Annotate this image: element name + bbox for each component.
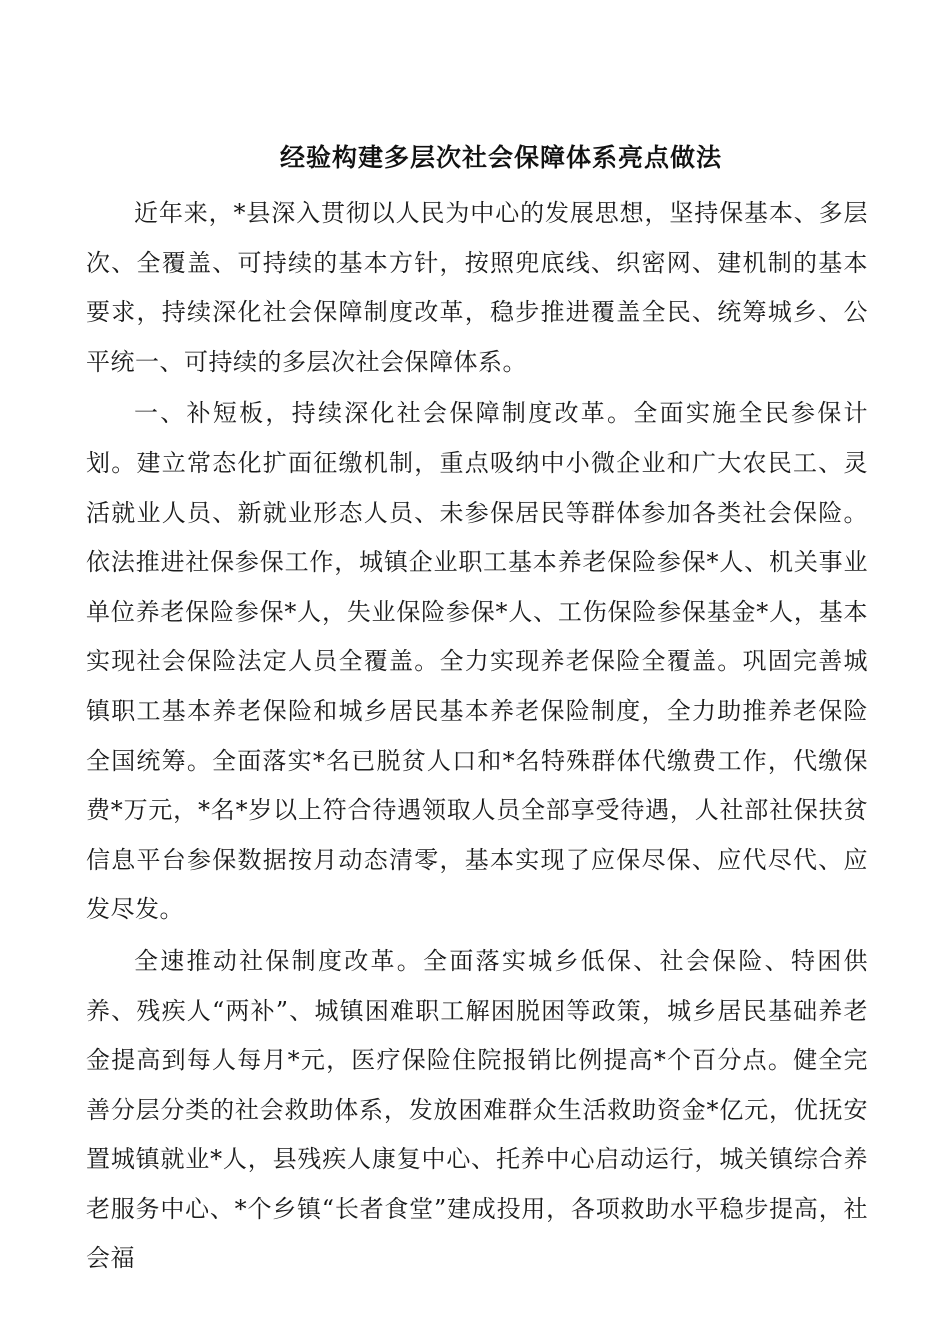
paragraph-reform: 全速推动社保制度改革。全面落实城乡低保、社会保险、特困供养、残疾人“两补”、城镇困难职工解困脱困等政策，城乡居民基础养老金提高到每人每月*元，医疗保险住院报销比例提高*个百分点。健全完善分层分类的社会救助体系，发放困难群众生活救助资金*亿元，优抚安置城镇就业*人，县残疾人康复中心、托养中心启动运行，城关镇综合养老服务中心、*个乡镇“长者食堂”建成投用，各项救助水平稳步提高，社会福	[86, 946, 868, 1273]
paragraph-section-one: 一、补短板，持续深化社会保障制度改革。全面实施全民参保计划。建立常态化扩面征缴机制，重点吸纳中小微企业和广大农民工、灵活就业人员、新就业形态人员、未参保居民等群体参加各类社会保险。依法推进社保参保工作，城镇企业职工基本养老保险参保*人、机关事业单位养老保险参保*人，失业保险参保*人、工伤保险参保基金*人，基本实现社会保险法定人员全覆盖。全力实现养老保险全覆盖。巩固完善城镇职工基本养老保险和城乡居民基本养老保险制度，全力助推养老保险全国统筹。全面落实*名已脱贫人口和*名特殊群体代缴费工作，代缴保费*万元，*名*岁以上符合待遇领取人员全部享受待遇，人社部社保扶贫信息平台参保数据按月动态清零，基本实现了应保尽保、应代尽代、应发尽发。	[86, 399, 868, 924]
document-body	[86, 189, 868, 1286]
paragraph-intro: 近年来，*县深入贯彻以人民为中心的发展思想，坚持保基本、多层次、全覆盖、可持续的基本方针，按照兜底线、织密网、建机制的基本要求，持续深化社会保障制度改革，稳步推进覆盖全民、统筹城乡、公平统一、可持续的多层次社会保障体系。	[86, 199, 868, 376]
document-title: 经验构建多层次社会保障体系亮点做法	[279, 143, 722, 172]
